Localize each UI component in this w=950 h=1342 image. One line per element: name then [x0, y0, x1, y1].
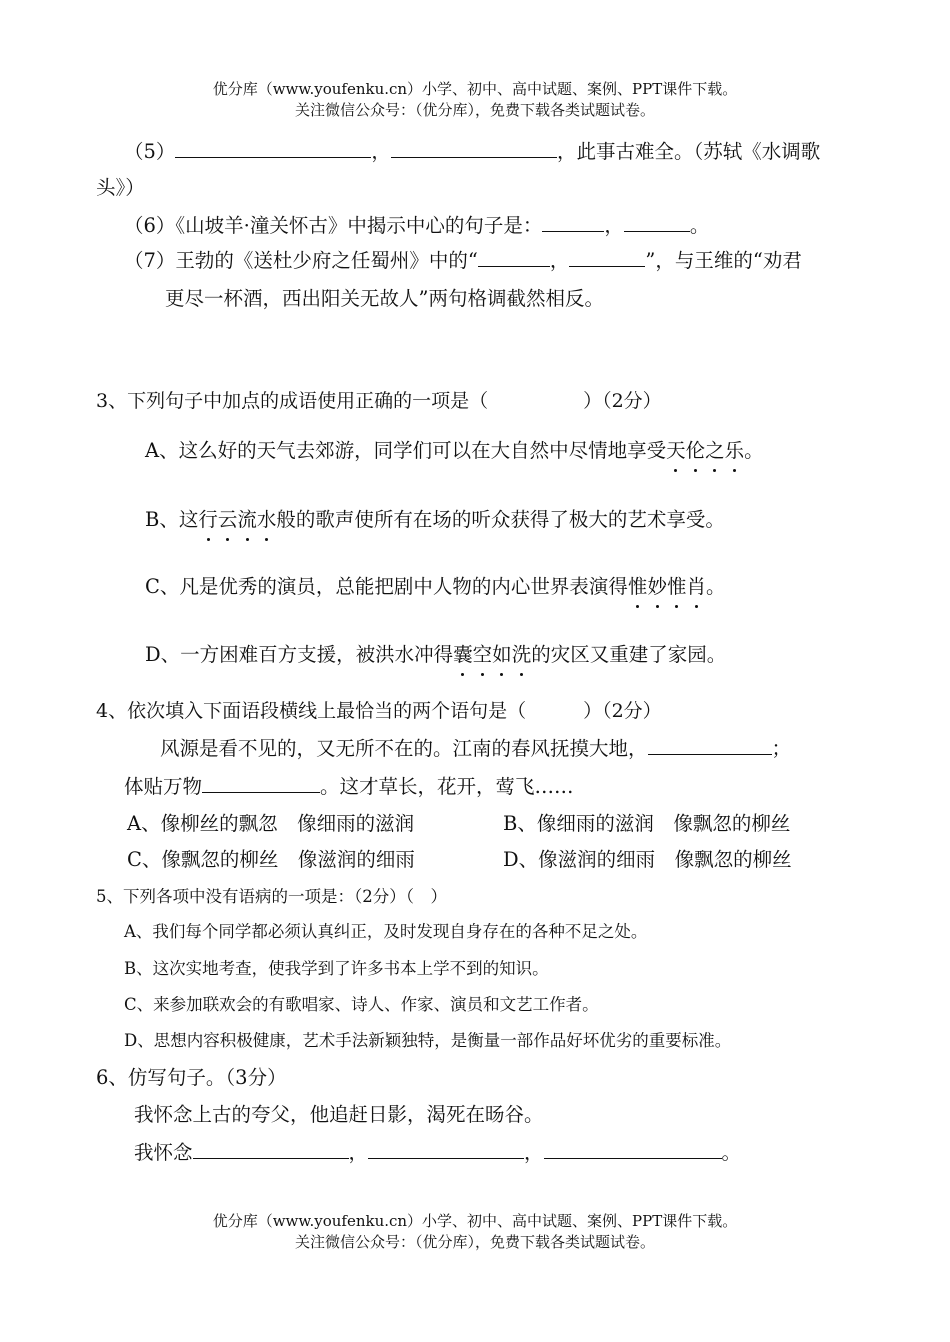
dotted-char: 流	[237, 504, 257, 532]
blank[interactable]	[478, 248, 550, 267]
blank[interactable]	[202, 774, 320, 793]
dotted-char: 惟	[628, 571, 648, 599]
q2-item7-cont: 更尽一杯酒，西出阳关无故人”两句格调截然相反。	[165, 287, 604, 310]
dotted-char: 洗	[512, 639, 532, 667]
blank[interactable]	[569, 248, 645, 267]
dotted-char: 如	[492, 639, 512, 667]
q4-option-a: A、像柳丝的飘忽 像细雨的滋润	[127, 812, 415, 835]
q3-option-c: C、凡是优秀的演员，总能把剧中人物的内心世界表演得惟妙惟肖。	[145, 571, 726, 599]
q4-option-b: B、像细雨的滋润 像飘忽的柳丝	[503, 812, 791, 835]
q3-stem: 3、下列句子中加点的成语使用正确的一项是（ ）（2分）	[96, 390, 662, 412]
dotted-char: 空	[473, 639, 493, 667]
q6-imitate: 我怀念 ， ， 。	[134, 1141, 742, 1164]
q4-stem: 4、依次填入下面语段横线上最恰当的两个语句是（ ）（2分）	[96, 700, 662, 722]
blank[interactable]	[542, 213, 604, 232]
footer-line-2: 关注微信公众号：（优分库），免费下载各类试题试卷。	[294, 1233, 655, 1251]
dotted-char: 天	[666, 435, 686, 463]
q2-item5: （5） ， ，此事古难全。（苏轼《水调歌	[124, 140, 821, 163]
header-line-2: 关注微信公众号：（优分库），免费下载各类试题试卷。	[294, 101, 655, 119]
blank[interactable]	[544, 1140, 722, 1159]
dotted-char: 惟	[667, 571, 687, 599]
header-line-1: 优分库（www.youfenku.cn）小学、初中、高中试题、案例、PPT课件下载。	[212, 80, 738, 98]
q3-option-a: A、这么好的天气去郊游，同学们可以在大自然中尽情地享受天伦之乐。	[145, 435, 764, 463]
q5-option-b: B、这次实地考查，使我学到了许多书本上学不到的知识。	[124, 959, 549, 978]
blank[interactable]	[391, 139, 557, 158]
dotted-char: 云	[218, 504, 238, 532]
dotted-char: 之	[705, 435, 725, 463]
blank[interactable]	[193, 1140, 349, 1159]
q6-stem: 6、仿写句子。（3分）	[96, 1066, 287, 1089]
blank[interactable]	[624, 213, 690, 232]
dotted-char: 行	[198, 504, 218, 532]
blank[interactable]	[175, 139, 371, 158]
q3-option-b: B、这行云流水般的歌声使所有在场的听众获得了极大的艺术享受。	[145, 504, 725, 532]
dotted-char: 囊	[453, 639, 473, 667]
blank[interactable]	[368, 1140, 524, 1159]
q5-stem: 5、下列各项中没有语病的一项是：（2分）（ ）	[96, 887, 447, 906]
dotted-char: 伦	[686, 435, 706, 463]
q4-passage-2: 体贴万物 。这才草长，花开，莺飞……	[124, 775, 574, 798]
q6-example: 我怀念上古的夸父，他追赶日影，渴死在旸谷。	[134, 1103, 544, 1126]
q5-option-d: D、思想内容积极健康，艺术手法新颖独特，是衡量一部作品好坏优劣的重要标准。	[124, 1031, 732, 1050]
q3-option-d: D、一方困难百方支援，被洪水冲得囊空如洗的灾区又重建了家园。	[145, 639, 726, 667]
q5-option-a: A、我们每个同学都必须认真纠正，及时发现自身存在的各种不足之处。	[124, 922, 648, 941]
q4-option-c: C、像飘忽的柳丝 像滋润的细雨	[127, 848, 415, 871]
q2-item6: （6）《山坡羊·潼关怀古》中揭示中心的句子是： ， 。	[124, 214, 710, 237]
q4-option-d: D、像滋润的细雨 像飘忽的柳丝	[503, 848, 792, 871]
q5-option-c: C、来参加联欢会的有歌唱家、诗人、作家、演员和文艺工作者。	[124, 995, 599, 1014]
dotted-char: 水	[257, 504, 277, 532]
dotted-char: 肖	[686, 571, 706, 599]
footer-line-1: 优分库（www.youfenku.cn）小学、初中、高中试题、案例、PPT课件下载。	[212, 1212, 738, 1230]
dotted-char: 妙	[647, 571, 667, 599]
blank[interactable]	[648, 736, 772, 755]
dotted-char: 乐	[725, 435, 745, 463]
q2-item5-cont: 头》）	[96, 176, 145, 199]
q2-item7: （7）王勃的《送杜少府之任蜀州》中的“ ， ”，与王维的“劝君	[124, 249, 802, 272]
q4-passage-1: 风源是看不见的，又无所不在的。江南的春风抚摸大地， ；	[160, 737, 792, 760]
